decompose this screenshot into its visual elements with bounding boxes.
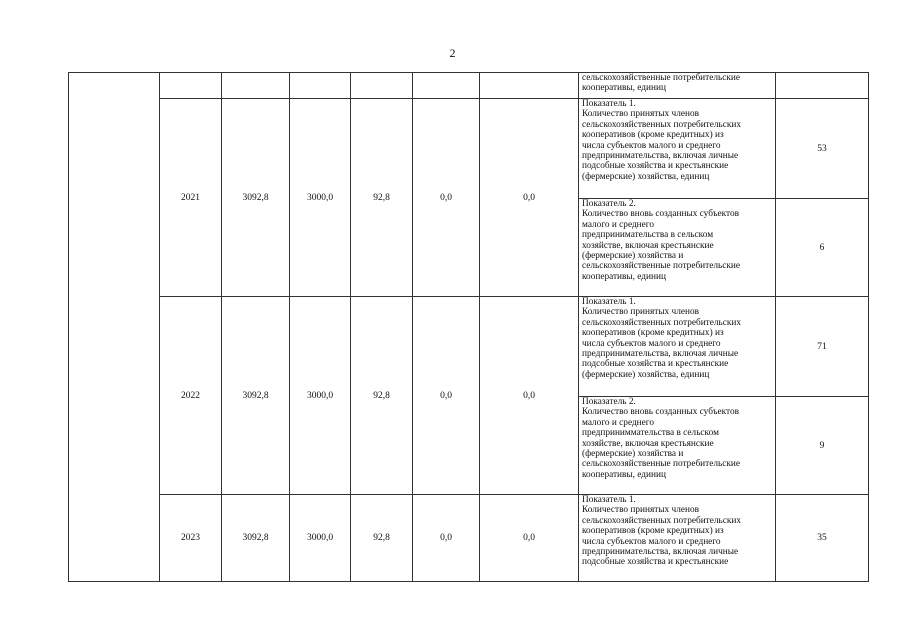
indicator-value-cell: 6 [776, 199, 869, 297]
indicator-cell: Показатель 1. Количество принятых членов сельскохозяйственных потребительских кооперативов (кроме кредитных) из числа субъектов малого и среднего предпринимательства, включая личные подсобные хозяйства и крестьянские [579, 495, 776, 582]
year-cell: 2021 [160, 99, 222, 297]
year-cell [160, 73, 222, 99]
funding-cell: 0,0 [413, 297, 480, 495]
funding-cell: 0,0 [480, 297, 579, 495]
total-cell [222, 73, 290, 99]
year-cell: 2023 [160, 495, 222, 582]
funding-cell: 0,0 [480, 495, 579, 582]
indicator-value-cell: 9 [776, 397, 869, 495]
indicator-value-cell: 71 [776, 297, 869, 397]
funding-cell: 3000,0 [290, 495, 351, 582]
indicator-cell: Показатель 2. Количество вновь созданных субъектов малого и среднего предприниммательства в сельском хозяйстве, включая крестьянские (фермерские) хозяйства и сельскохозяйственные потребительские кооперативы, единиц [579, 397, 776, 495]
indicator-cell: Показатель 1. Количество принятых членов сельскохозяйственных потребительских кооперативов (кроме кредитных) из числа субъектов малого и среднего предпринимательства, включая личные подсобные хозяйства и крестьянские (фермерские) хозяйства, единиц [579, 99, 776, 199]
total-cell: 3092,8 [222, 495, 290, 582]
total-cell: 3092,8 [222, 297, 290, 495]
year-cell: 2022 [160, 297, 222, 495]
indicator-value-cell: 35 [776, 495, 869, 582]
indicator-cell: Показатель 1. Количество принятых членов сельскохозяйственных потребительских кооперативов (кроме кредитных) из числа субъектов малого и среднего предпринимательства, включая личные подсобные хозяйства и крестьянские (фермерские) хозяйства, единиц [579, 297, 776, 397]
table-row [69, 297, 869, 397]
funding-cell: 3000,0 [290, 99, 351, 297]
table-row [69, 73, 869, 99]
funding-cell [290, 73, 351, 99]
indicator-value-cell [776, 73, 869, 99]
total-cell: 3092,8 [222, 99, 290, 297]
funding-cell: 3000,0 [290, 297, 351, 495]
budget-table [68, 72, 869, 582]
funding-cell: 92,8 [351, 495, 413, 582]
funding-cell: 92,8 [351, 99, 413, 297]
funding-cell: 92,8 [351, 297, 413, 495]
funding-cell: 0,0 [480, 99, 579, 297]
merged-name-cell [69, 73, 160, 582]
indicator-cell: сельскохозяйственные потребительские кооперативы, единиц [579, 73, 776, 99]
funding-cell [480, 73, 579, 99]
table-row [69, 495, 869, 582]
funding-cell [351, 73, 413, 99]
page-number: 2 [449, 46, 456, 60]
indicator-cell: Показатель 2. Количество вновь созданных субъектов малого и среднего предпринимательства в сельском хозяйстве, включая крестьянские (фермерские) хозяйства и сельскохозяйственные потребительские кооперативы, единиц [579, 199, 776, 297]
funding-cell: 0,0 [413, 495, 480, 582]
funding-cell [413, 73, 480, 99]
table-row [69, 99, 869, 199]
funding-cell: 0,0 [413, 99, 480, 297]
indicator-value-cell: 53 [776, 99, 869, 199]
